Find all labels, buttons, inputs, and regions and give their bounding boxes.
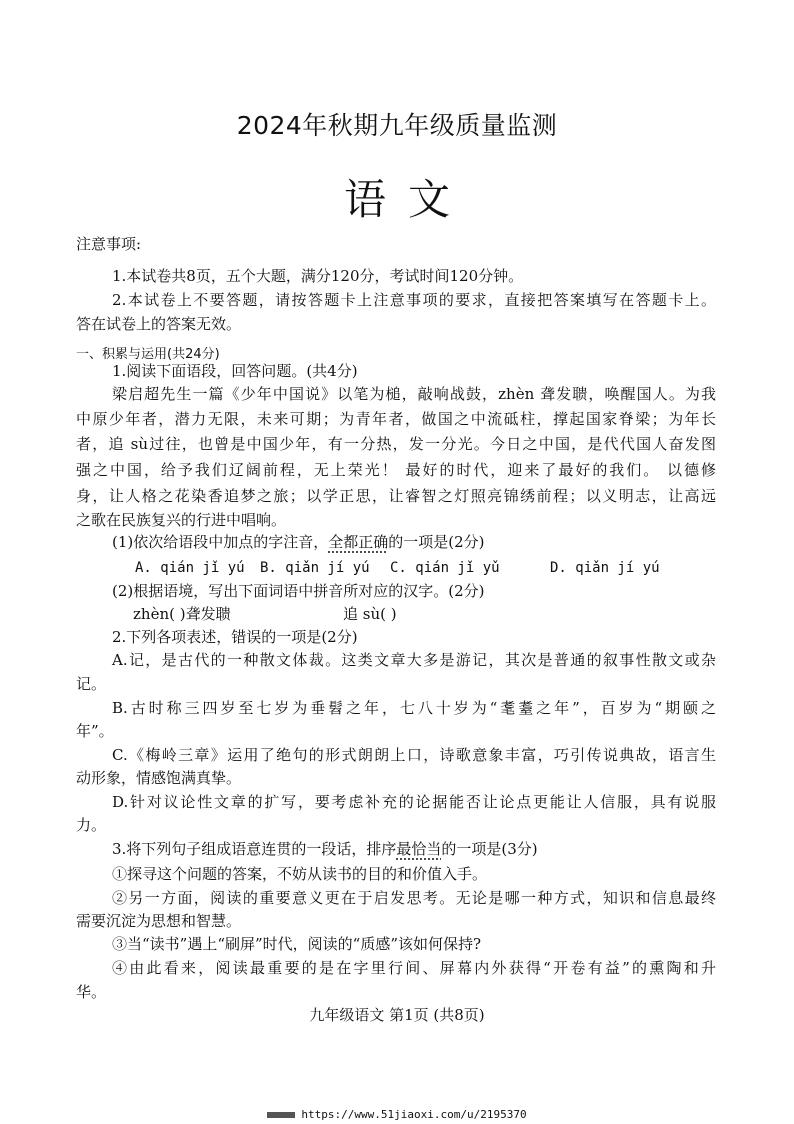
q1-sub2-prompt: (2)根据语境，写出下面词语中拼音所对应的汉字。(2分) bbox=[112, 582, 485, 600]
q3-prompt bbox=[112, 838, 538, 860]
q2-prompt: 2.下列各项表述，错误的一项是(2分) bbox=[112, 628, 358, 646]
notice-heading: 注意事项: bbox=[76, 235, 142, 253]
q1-sub1-post: 的一项是(2分) bbox=[388, 533, 485, 551]
q3-sentence-4: ④由此看来，阅读最重要的是在字里行间、屏幕内外获得“开卷有益”的熏陶和升 bbox=[112, 959, 716, 977]
notice-item-1: 1.本试卷共8页，五个大题，满分120分，考试时间120分钟。 bbox=[112, 267, 524, 285]
q3-sentence-3: ③当“读书”遇上“刷屏”时代，阅读的“质感”该如何保持? bbox=[112, 935, 482, 953]
q1-option-b: B. qiǎn jí yú bbox=[260, 560, 370, 576]
notice-item-2: 2.本试卷上不要答题，请按答题卡上注意事项的要求，直接把答案填写在答题卡上。 bbox=[112, 291, 716, 309]
subject-title: 语文 bbox=[343, 175, 472, 224]
q1-blank-2: 追 sù( ) bbox=[343, 605, 397, 623]
q2-option-b: B.古时称三四岁至七岁为垂髫之年，七八十岁为“耄耋之年”，百岁为“期颐之 bbox=[112, 699, 716, 717]
q2-option-c-cont: 动形象，情感饱满真挚。 bbox=[76, 769, 242, 787]
q3-sentence-2: ②另一方面，阅读的重要意义更在于启发思考。无论是哪一种方式，知识和信息最终 bbox=[112, 889, 716, 907]
q1-prompt: 1.阅读下面语段，回答问题。(共4分) bbox=[112, 362, 358, 380]
watermark-stamp bbox=[267, 1112, 295, 1118]
watermark-url-row bbox=[0, 1108, 794, 1121]
q1-passage-line: 强之中国，给予我们辽阔前程，无上荣光！ 最好的时代，迎来了最好的我们。 以德修 bbox=[76, 461, 716, 479]
q3-sentence-1: ①探寻这个问题的答案，不妨从读书的目的和价值入手。 bbox=[112, 865, 488, 883]
q2-option-b-cont: 年”。 bbox=[76, 722, 114, 740]
q2-option-a: A.记，是古代的一种散文体裁。这类文章大多是游记，其次是普通的叙事性散文或杂 bbox=[112, 651, 716, 669]
q1-passage-line: 中原少年者，潜力无限，未来可期；为青年者，做国之中流砥柱，撑起国家脊梁；为年长 bbox=[76, 410, 716, 428]
q1-option-c: C. qián jǐ yǔ bbox=[390, 560, 500, 576]
q3-prompt-emphasis: 最恰当 bbox=[396, 840, 442, 858]
q3-sentence-4-cont: 华。 bbox=[76, 983, 107, 1001]
q3-prompt-pre: 3.将下列句子组成语意连贯的一段话，排序 bbox=[112, 840, 397, 858]
q1-passage-line: 之歌在民族复兴的行进中唱响。 bbox=[76, 511, 287, 529]
exam-title: 2024年秋期九年级质量监测 bbox=[236, 111, 558, 140]
q2-option-d-cont: 力。 bbox=[76, 816, 107, 834]
q1-sub1-pre: (1)依次给语段中加点的字注音， bbox=[112, 533, 329, 551]
q1-option-a: A. qián jǐ yú bbox=[135, 560, 245, 576]
q3-sentence-2-cont: 需要沉淀为思想和智慧。 bbox=[76, 912, 242, 930]
page-footer: 九年级语文 第1页 (共8页) bbox=[309, 1006, 485, 1024]
q2-option-c: C.《梅岭三章》运用了绝句的形式朗朗上口，诗歌意象丰富，巧引传说典故，语言生 bbox=[112, 746, 716, 764]
watermark-url: https://www.51jiaoxi.com/u/2195370 bbox=[301, 1108, 527, 1121]
q1-blank-1: zhèn( )聋发聩 bbox=[133, 605, 231, 623]
q1-passage-line: 身，让人格之花染香追梦之旅；以学正思，让睿智之灯照亮锦绣前程；以义明志，让高远 bbox=[76, 487, 716, 505]
q2-option-a-cont: 记。 bbox=[76, 675, 107, 693]
q1-passage-line: 者，追 sù过往，也曾是中国少年，有一分热，发一分光。今日之中国，是代代国人奋发图 bbox=[76, 435, 716, 453]
q1-sub1-prompt bbox=[112, 531, 485, 553]
q1-passage-line: 梁启超先生一篇《少年中国说》以笔为槌，敲响战鼓，zhèn 聋发聩，唤醒国人。为我 bbox=[112, 385, 716, 403]
notice-item-2-cont: 答在试卷上的答案无效。 bbox=[76, 315, 242, 333]
q1-sub1-emphasis: 全都正确 bbox=[328, 533, 389, 551]
section-heading: 一、积累与运用(共24分) bbox=[76, 347, 220, 362]
q3-prompt-post: 的一项是(3分) bbox=[441, 840, 538, 858]
q1-option-d: D. qiǎn jí yú bbox=[550, 560, 660, 576]
q2-option-d: D.针对议论性文章的扩写，要考虑补充的论据能否让论点更能让人信服，具有说服 bbox=[112, 793, 716, 811]
